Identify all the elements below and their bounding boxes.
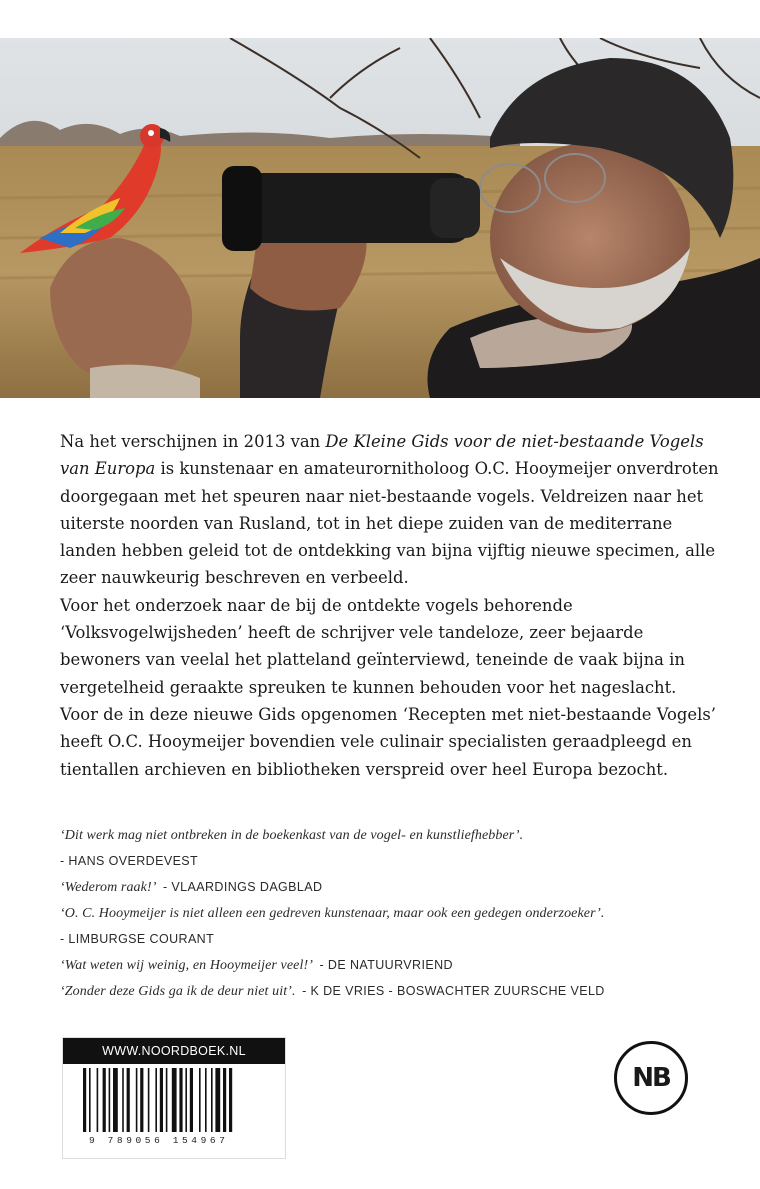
blurb-paragraph-1 <box>60 428 720 592</box>
blurb-text <box>60 428 720 783</box>
review-3-source-line <box>60 926 740 952</box>
publisher-logo-text: NB <box>632 1063 670 1093</box>
review-5 <box>60 978 740 1004</box>
review-3 <box>60 900 740 926</box>
review-quote: ‘Dit werk mag niet ontbreken in de boekenkast van de vogel- en kunstliefhebber’. <box>60 828 524 843</box>
isbn-digits: 9 789056 154967 <box>89 1135 229 1146</box>
book-title-reference: De Kleine Gids voor de niet-bestaande Vogels van Europa <box>60 432 704 479</box>
review-quotes <box>60 822 740 1004</box>
review-source: - VLAARDINGS DAGBLAD <box>163 880 323 894</box>
review-1 <box>60 822 740 848</box>
publisher-logo <box>614 1041 688 1115</box>
barcode-bars <box>83 1068 263 1134</box>
review-1-source-line <box>60 848 740 874</box>
review-quote: ‘O. C. Hooymeijer is niet alleen een gedreven kunstenaar, maar ook een gedegen onderzoeker’. <box>60 906 605 921</box>
review-quote: ‘Zonder deze Gids ga ik de deur niet uit’. <box>60 984 296 999</box>
review-quote: ‘Wederom raak!’ <box>60 880 157 895</box>
review-quote: ‘Wat weten wij weinig, en Hooymeijer veel!’ <box>60 958 313 973</box>
review-source: - LIMBURGSE COURANT <box>60 932 215 946</box>
blurb-continuation: is kunstenaar en amateurornitholoog O.C. Hooymeijer onverdroten doorgegaan met het speuren naar niet-bestaande vogels. Veldreizen naar het uiterste noorden van Rusland, tot in het diepe zuiden van de mediterrane landen hebben geleid tot de ontdekking van bijna vijftig nieuwe specimen, alle zeer nauwkeurig beschreven en verbeeld. <box>60 459 719 588</box>
review-source: - HANS OVERDEVEST <box>60 854 199 868</box>
cover-photo <box>0 38 760 398</box>
review-4 <box>60 952 740 978</box>
blurb-paragraph-2: Voor het onderzoek naar de bij de ontdekte vogels behorende ‘Volksvogelwijsheden’ heeft de schrijver vele tandeloze, zeer bejaarde bewoners van veelal het platteland geïnterviewd, teneinde de vaak bijna in vergetelheid geraakte spreuken te kunnen behouden voor het nageslacht. <box>60 595 685 697</box>
blurb-paragraph-3: Voor de in deze nieuwe Gids opgenomen ‘Recepten met niet-bestaande Vogels’ heeft O.C. Hooymeijer bovendien vele culinair specialisten geraadpleegd en tientallen archieven en bibliotheken verspreid over heel Europa bezocht. <box>60 704 716 779</box>
publisher-url: WWW.NOORDBOEK.NL <box>63 1038 285 1064</box>
review-2 <box>60 874 740 900</box>
isbn-barcode <box>62 1037 286 1159</box>
review-source: - K DE VRIES - BOSWACHTER ZUURSCHE VELD <box>302 984 605 998</box>
blurb-intro: Na het verschijnen in 2013 van <box>60 432 326 451</box>
review-source: - DE NATUURVRIEND <box>319 958 453 972</box>
cover-photo-illustration <box>0 38 760 398</box>
